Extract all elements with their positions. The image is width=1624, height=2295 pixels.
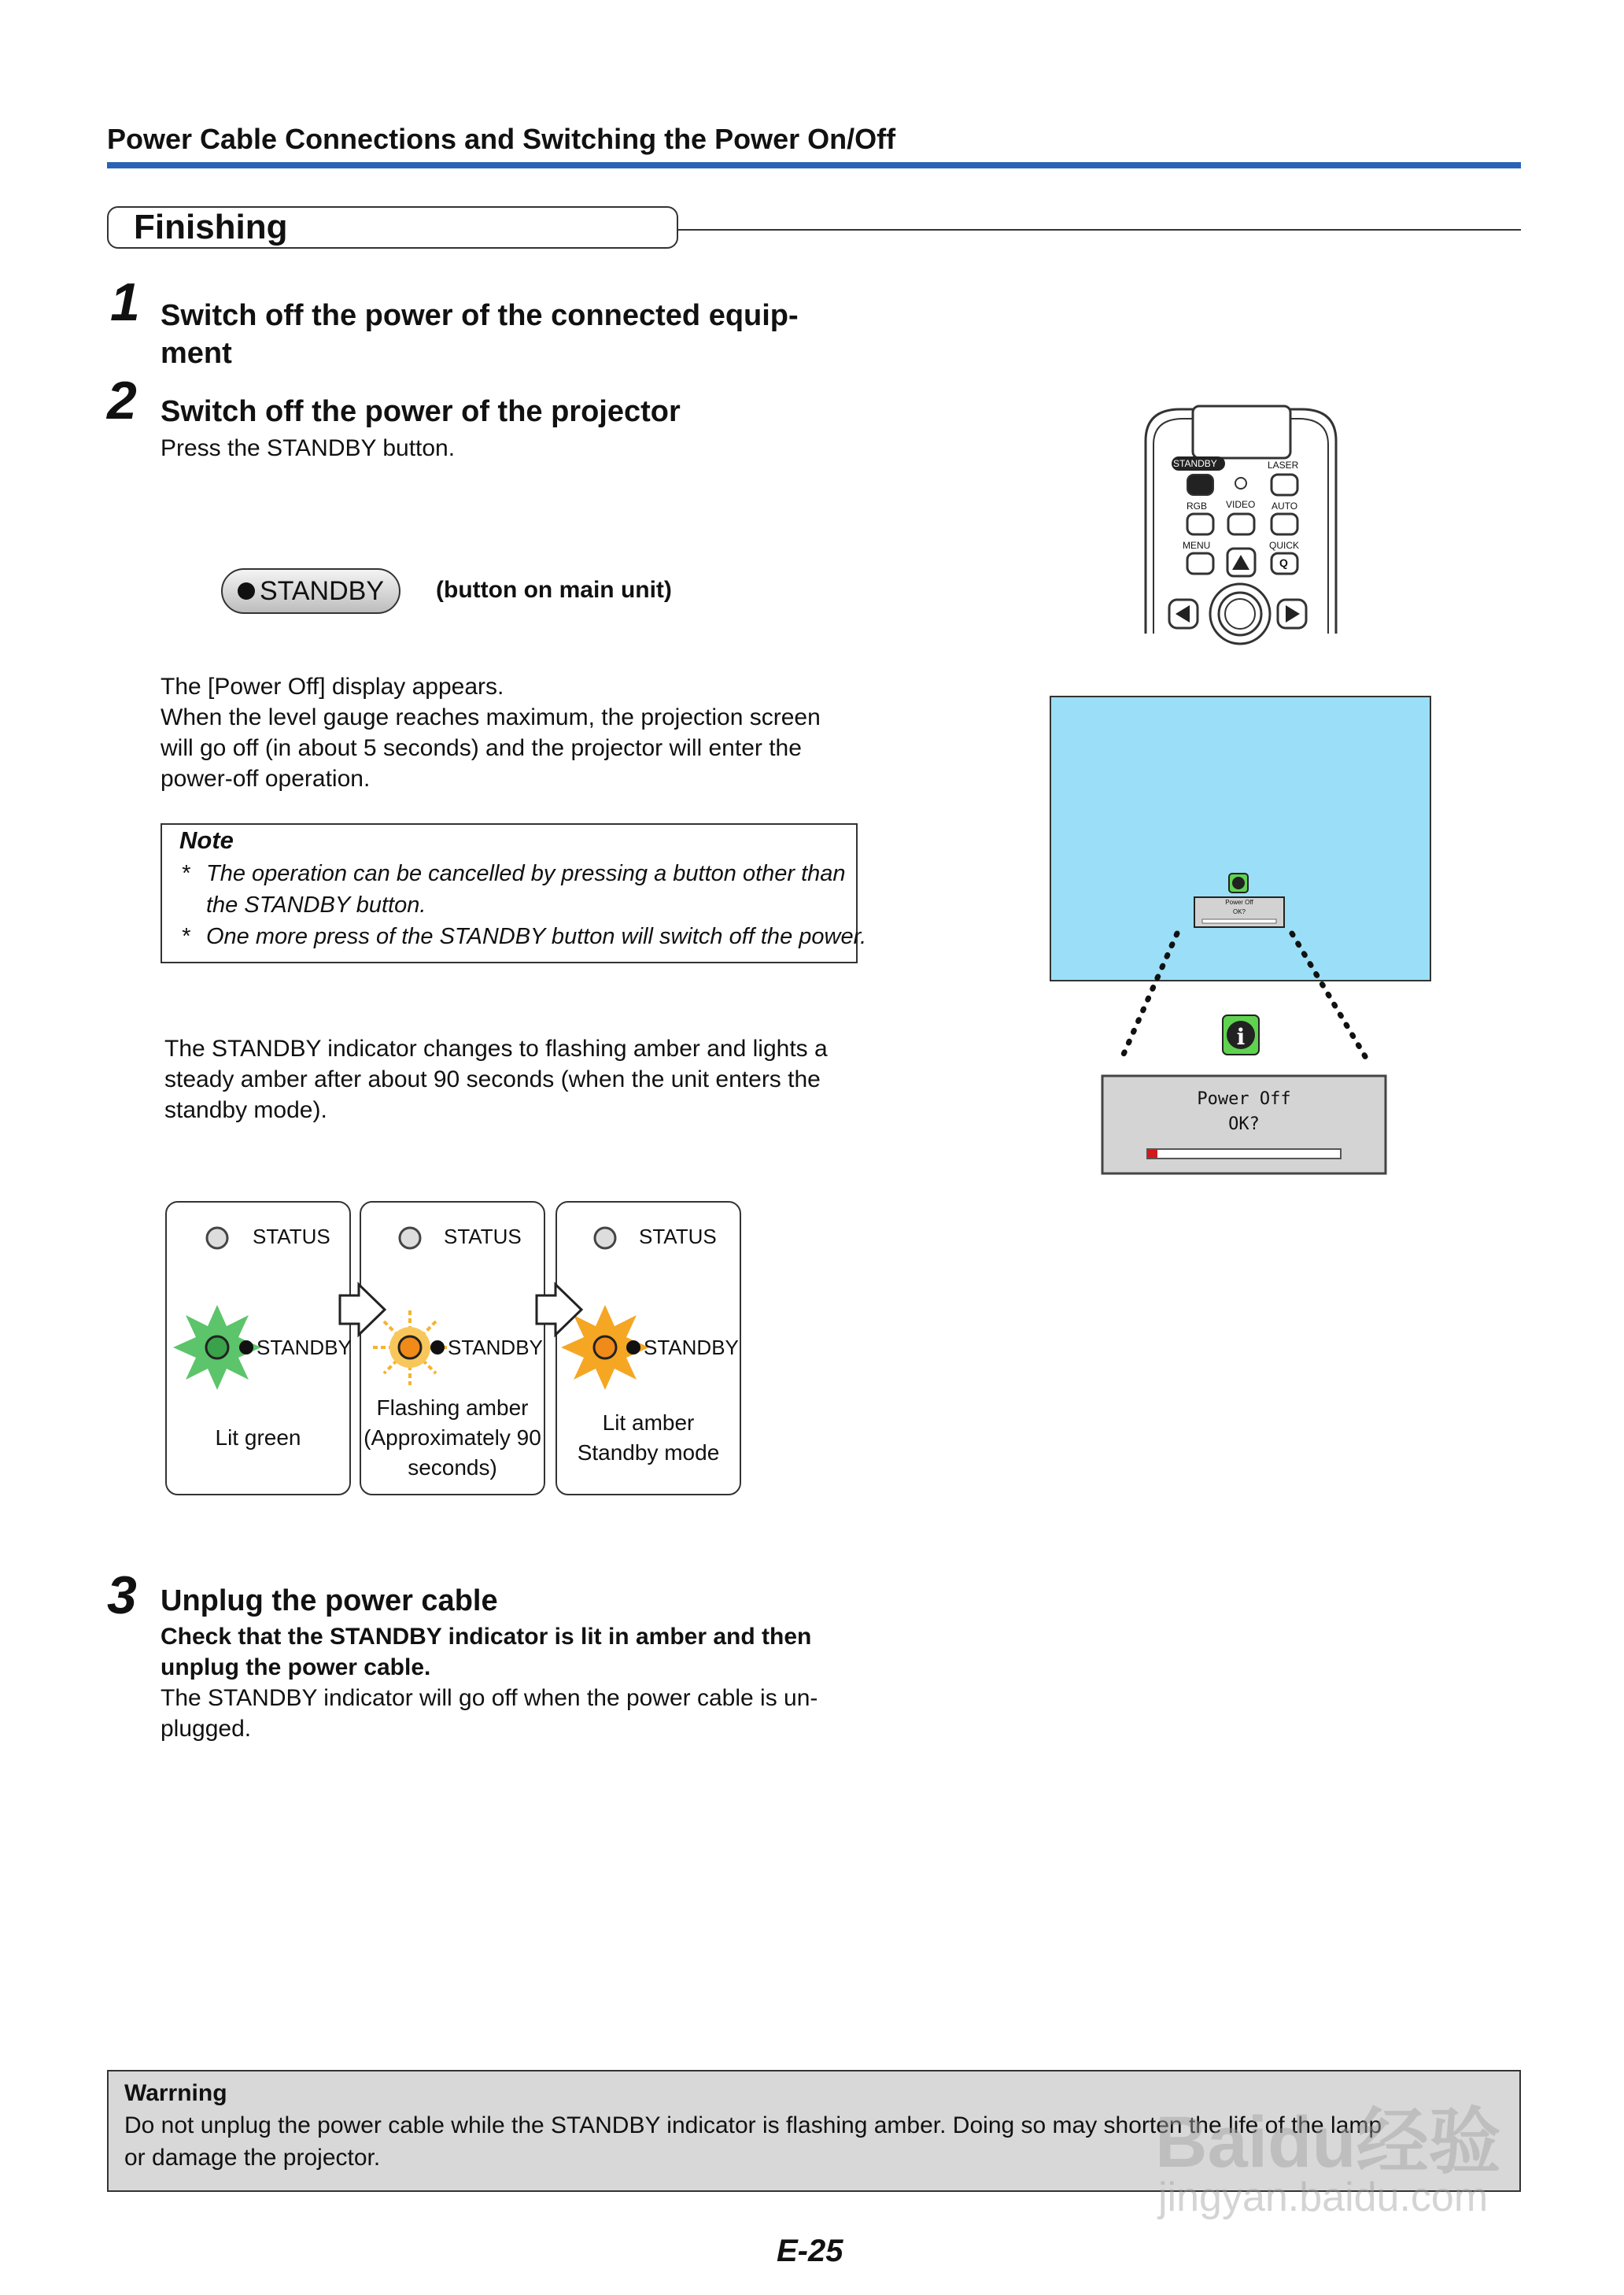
- standby-dot-icon: [239, 1340, 253, 1354]
- page-header-title: Power Cable Connections and Switching the Power On/Off: [107, 123, 896, 155]
- small-dialog-progress: [1202, 919, 1276, 923]
- standby-dot-icon: [626, 1340, 640, 1354]
- panel-2-caption-line-1: Flashing amber: [376, 1395, 529, 1420]
- step-2-text: Press the STANDBY button.: [161, 435, 456, 461]
- step-2-number: 2: [107, 371, 137, 431]
- remote-standby-label: STANDBY: [1173, 458, 1217, 469]
- step-3-title: Unplug the power cable: [161, 1584, 498, 1617]
- panel-2-status-label: STATUS: [444, 1225, 522, 1248]
- step-3-bold-line-1: Check that the STANDBY indicator is lit in amber and then: [161, 1624, 812, 1650]
- standby-dot-icon: [430, 1340, 445, 1354]
- warning-text-line-2: or damage the projector.: [124, 2145, 381, 2171]
- panel-3-caption-line-2: Standby mode: [577, 1440, 720, 1465]
- panel-3-status-label: STATUS: [639, 1225, 717, 1248]
- info-icon-glyph: i: [1236, 1024, 1246, 1050]
- power-off-text-line-1: The [Power Off] display appears.: [161, 674, 504, 700]
- remote-quick-label: QUICK: [1269, 540, 1300, 551]
- watermark-brand: Baidu经验: [1155, 2102, 1501, 2182]
- power-off-text-line-3: will go off (in about 5 seconds) and the projector will enter the: [161, 735, 802, 761]
- remote-laser-label: LASER: [1268, 460, 1299, 471]
- section-title: Finishing: [134, 208, 288, 246]
- step-2-title: Switch off the power of the projector: [161, 395, 681, 428]
- panel-3-standby-label: STANDBY: [644, 1336, 739, 1359]
- panel-3-caption-line-1: Lit amber: [602, 1410, 695, 1435]
- panel-1-status-label: STATUS: [253, 1225, 330, 1248]
- panel-2-standby-label: STANDBY: [448, 1336, 543, 1359]
- note-bullet-2: *: [181, 924, 190, 949]
- power-off-dialog-prompt: OK?: [1228, 1114, 1260, 1134]
- standby-led-icon: [399, 1336, 421, 1358]
- remote-rgb-label: RGB: [1187, 501, 1208, 512]
- step-3-text-line-1: The STANDBY indicator will go off when the power cable is un-: [161, 1685, 818, 1711]
- panel-2-caption-line-2: (Approximately 90: [364, 1425, 541, 1450]
- note-item-1-line-1: The operation can be cancelled by pressing a button other than: [206, 861, 846, 886]
- standby-button-label: STANDBY: [259, 575, 385, 606]
- power-off-dialog-title: Power Off: [1197, 1089, 1291, 1109]
- power-off-progress-fill: [1148, 1150, 1157, 1158]
- remote-auto-label: AUTO: [1272, 501, 1298, 512]
- remote-quick-key: Q: [1279, 556, 1288, 569]
- step-1-title-line-1: Switch off the power of the connected equip-: [161, 299, 799, 332]
- page-number: E-25: [777, 2234, 843, 2268]
- indicator-text-line-1: The STANDBY indicator changes to flashing amber and lights a: [164, 1036, 828, 1062]
- small-dialog-prompt: OK?: [1232, 908, 1246, 915]
- note-item-1-line-2: the STANDBY button.: [206, 893, 426, 918]
- projection-screen: [1050, 697, 1430, 981]
- panel-2-caption-line-3: seconds): [408, 1455, 497, 1480]
- arrow-right-icon: [340, 1284, 385, 1335]
- remote-menu-label: MENU: [1183, 540, 1211, 551]
- standby-button-caption: (button on main unit): [436, 577, 672, 603]
- status-led-icon: [595, 1228, 615, 1248]
- step-1-title-line-2: ment: [161, 337, 232, 370]
- indicator-text-line-3: standby mode).: [164, 1097, 327, 1123]
- panel-1-caption: Lit green: [215, 1425, 301, 1450]
- power-off-text-line-2: When the level gauge reaches maximum, the projection screen: [161, 704, 821, 730]
- status-led-icon: [400, 1228, 420, 1248]
- panel-1-standby-label: STANDBY: [257, 1336, 352, 1359]
- small-dialog-title: Power Off: [1225, 899, 1253, 906]
- remote-video-label: VIDEO: [1226, 499, 1256, 510]
- standby-led-icon: [206, 1336, 228, 1358]
- note-title: Note: [179, 826, 234, 854]
- step-3-number: 3: [107, 1565, 137, 1625]
- note-item-2: One more press of the STANDBY button will switch off the power.: [206, 924, 867, 949]
- step-3-bold-line-2: unplug the power cable.: [161, 1654, 431, 1680]
- info-icon-small-dot: [1232, 877, 1245, 889]
- note-bullet-1: *: [181, 861, 190, 886]
- status-led-icon: [207, 1228, 227, 1248]
- warning-text-line-1: Do not unplug the power cable while the STANDBY indicator is flashing amber. Doing so may shorten the life of the lamp: [124, 2112, 1382, 2138]
- warning-title: Warrning: [124, 2080, 227, 2106]
- standby-led-icon: [594, 1336, 616, 1358]
- watermark-url: jingyan.baidu.com: [1158, 2175, 1489, 2220]
- step-3-text-line-2: plugged.: [161, 1716, 252, 1742]
- power-off-text-line-4: power-off operation.: [161, 766, 371, 792]
- indicator-text-line-2: steady amber after about 90 seconds (when the unit enters the: [164, 1066, 821, 1092]
- remote-control-illustration: [1146, 406, 1336, 644]
- step-1-number: 1: [110, 272, 140, 332]
- arrow-right-icon: [537, 1284, 581, 1335]
- power-off-progress-track: [1147, 1149, 1341, 1159]
